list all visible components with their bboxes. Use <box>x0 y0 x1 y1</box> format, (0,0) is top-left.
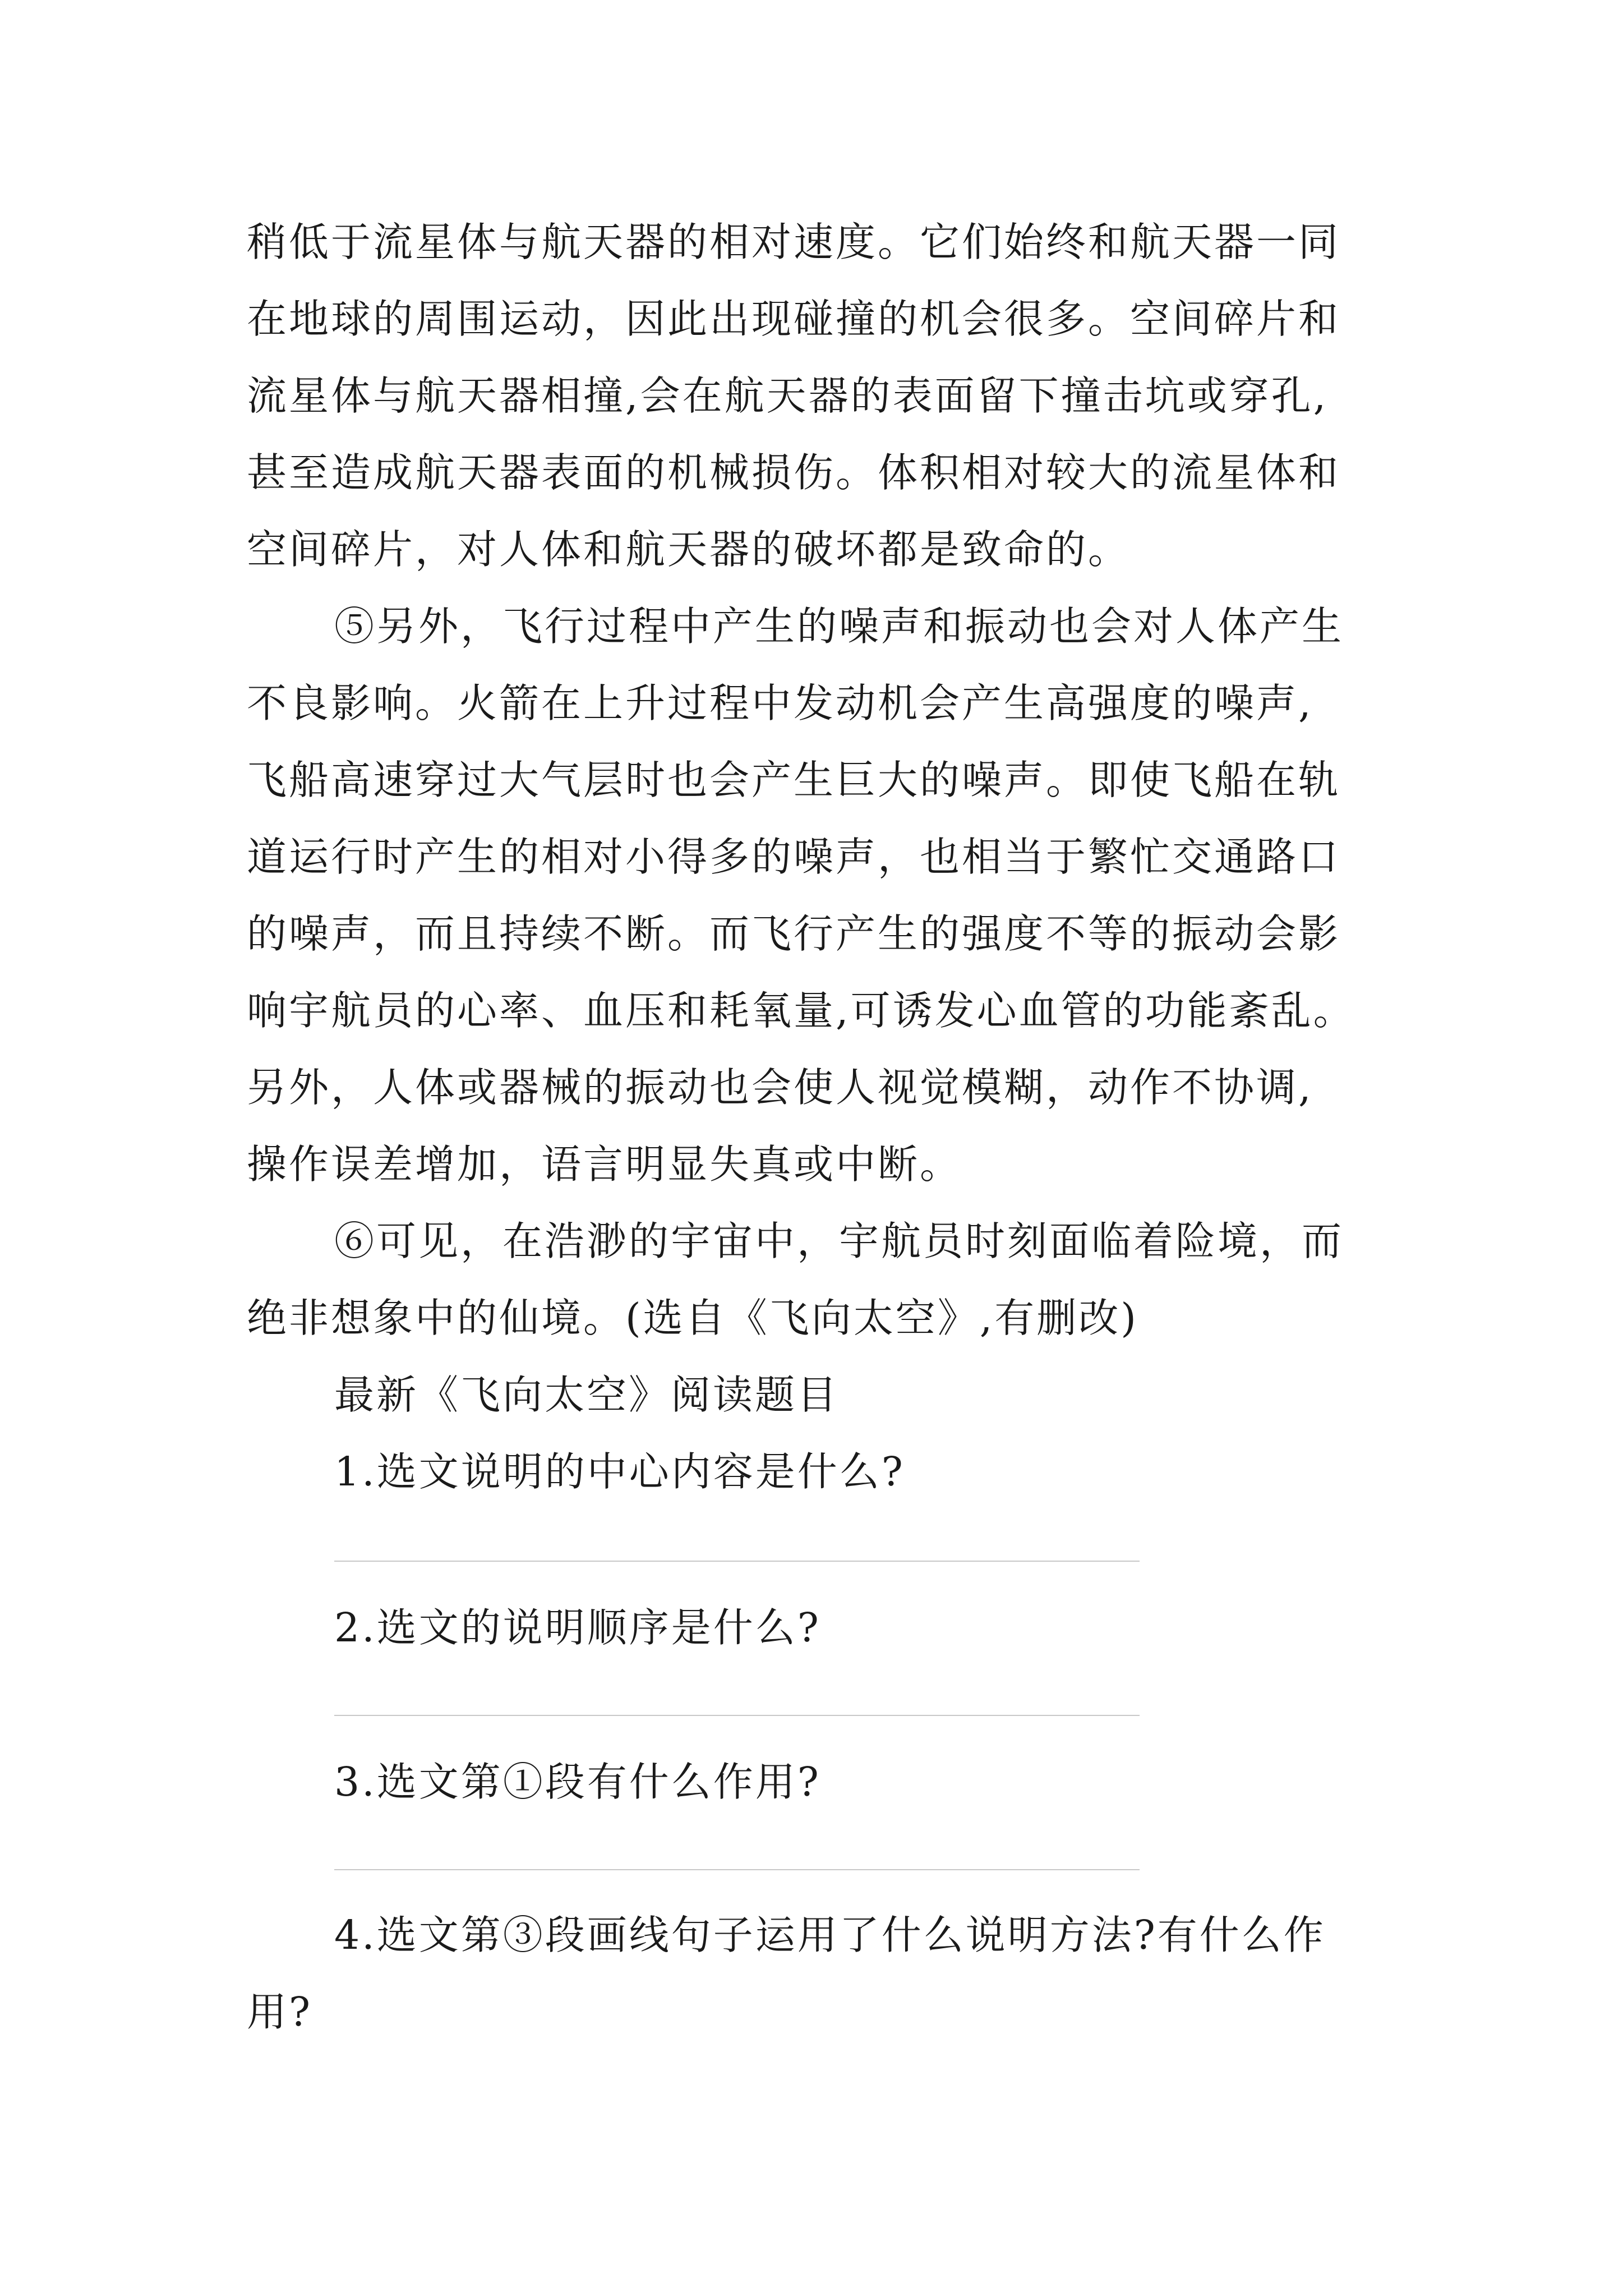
answer-line-2 <box>334 1715 1140 1716</box>
answer-line-1 <box>334 1561 1140 1562</box>
passage-line: 甚至造成航天器表面的机械损伤。体积相对较大的流星体和 <box>247 449 1341 496</box>
paragraph-6-start: ⑥可见，在浩渺的宇宙中，宇航员时刻面临着险境，而 <box>334 1218 1344 1264</box>
passage-line: 不良影响。火箭在上升过程中发动机会产生高强度的噪声, <box>247 680 1313 726</box>
passage-line: 操作误差增加，语言明显失真或中断。 <box>247 1141 962 1188</box>
passage-line: 响宇航员的心率、血压和耗氧量,可诱发心血管的功能紊乱。 <box>247 987 1355 1034</box>
passage-line: 空间碎片，对人体和航天器的破坏都是致命的。 <box>247 526 1131 573</box>
questions-heading: 最新《飞向太空》阅读题目 <box>334 1372 840 1418</box>
passage-line: 飞船高速穿过大气层时也会产生巨大的噪声。即使飞船在轨 <box>247 757 1341 803</box>
question-2: 2.选文的说明顺序是什么? <box>334 1604 821 1651</box>
passage-line: 流星体与航天器相撞,会在航天器的表面留下撞击坑或穿孔, <box>247 372 1329 419</box>
passage-line: 绝非想象中的仙境。(选自《飞向太空》,有删改) <box>247 1295 1138 1341</box>
answer-line-3 <box>334 1869 1140 1870</box>
question-1: 1.选文说明的中心内容是什么? <box>334 1448 905 1495</box>
passage-line: 另外，人体或器械的振动也会使人视觉模糊，动作不协调, <box>247 1064 1313 1111</box>
passage-line: 的噪声，而且持续不断。而飞行产生的强度不等的振动会影 <box>247 910 1341 957</box>
passage-line: 稍低于流星体与航天器的相对速度。它们始终和航天器一同 <box>247 219 1341 265</box>
question-4-continued: 用? <box>247 1989 313 2035</box>
passage-line: 在地球的周围运动，因此出现碰撞的机会很多。空间碎片和 <box>247 296 1341 342</box>
paragraph-5-start: ⑤另外，飞行过程中产生的噪声和振动也会对人体产生 <box>334 603 1344 650</box>
question-4: 4.选文第③段画线句子运用了什么说明方法?有什么作 <box>334 1912 1326 1958</box>
passage-line: 道运行时产生的相对小得多的噪声，也相当于繁忙交通路口 <box>247 834 1341 880</box>
question-3: 3.选文第①段有什么作用? <box>334 1759 821 1805</box>
